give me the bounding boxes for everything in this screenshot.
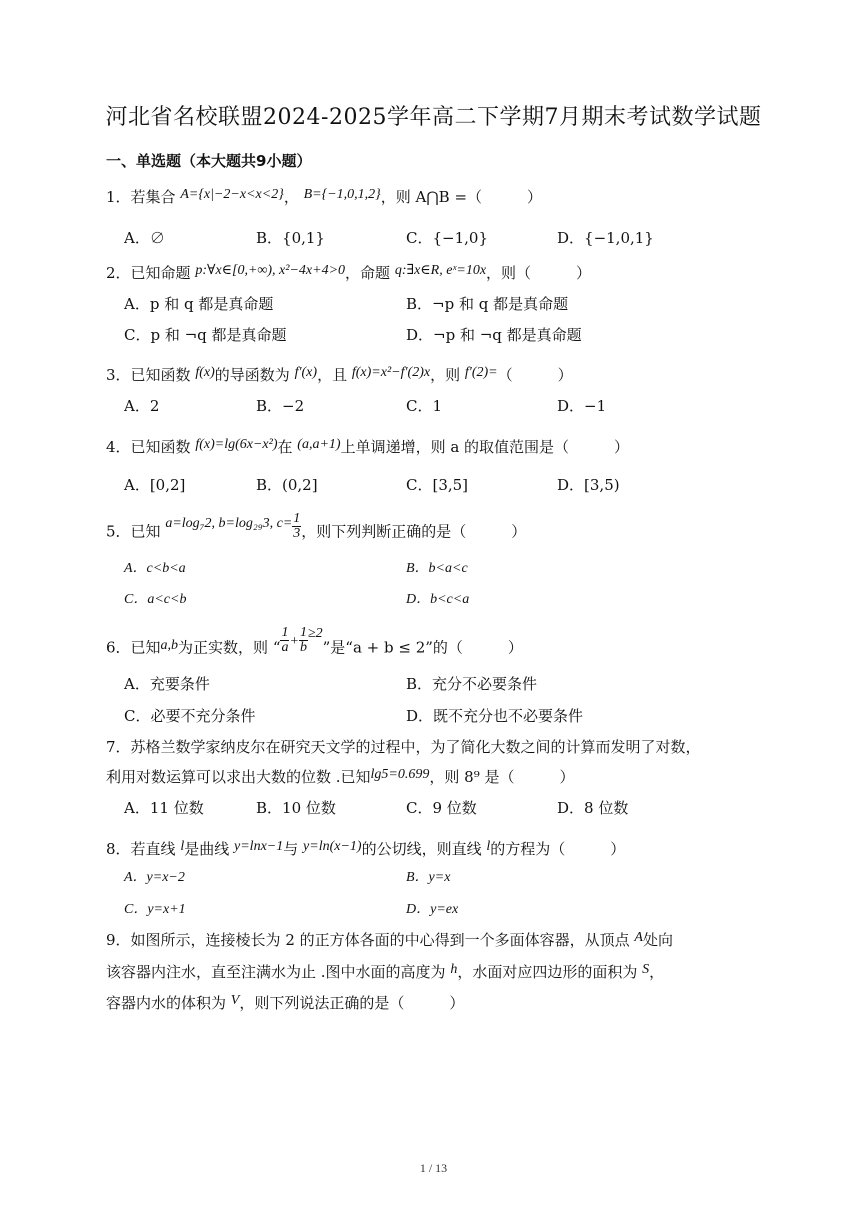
page-number: 1 / 13 <box>419 1161 448 1175</box>
question-1-stem <box>106 186 542 207</box>
q6-frac1-num: 1 <box>281 625 289 640</box>
q6-option-d: D．既不充分也不必要条件 <box>406 707 584 725</box>
q2-text: 2．已知命题 <box>106 264 191 282</box>
q6-plus: + <box>289 633 299 649</box>
q8-mid: 与 <box>283 840 299 858</box>
q9-text-2b: ，水面对应四边形的面积为 <box>457 963 638 981</box>
q7-option-d: D．8 位数 <box>557 799 629 817</box>
q3-deriv: f′(x) <box>294 365 318 380</box>
q5-option-c: C．a<c<b <box>124 592 187 607</box>
q8-curve-2: y=ln(x−1) <box>303 839 362 854</box>
q7-option-b: B．10 位数 <box>256 799 336 817</box>
q1-text: 1．若集合 <box>106 188 176 206</box>
q4-option-b: B．(0,2] <box>256 476 318 494</box>
q9-text-1: 9．如图所示，连接棱长为 2 的正方体各面的中心得到一个多面体容器，从顶点 <box>106 931 630 949</box>
q2-option-d: D．¬p 和 ¬q 都是真命题 <box>406 326 582 344</box>
q5-frac-num: 1 <box>293 511 301 526</box>
q6-frac1-den: a <box>281 640 289 655</box>
q3-func: f(x) <box>195 365 215 380</box>
q6-text: 6．已知 <box>106 638 161 657</box>
q7-text: 利用对数运算可以求出大数的位数 .已知 <box>106 768 371 786</box>
q4-option-a: A．[0,2] <box>124 476 186 494</box>
q9-height-h: h <box>450 962 458 977</box>
q9-vertex-a: A <box>634 930 643 945</box>
q3-text: 3．已知函数 <box>106 366 191 384</box>
q9-text-2: 该容器内注水，直至注满水为止 .图中水面的高度为 <box>106 963 446 981</box>
page-title: 河北省名校联盟2024-2025学年高二下学期7月期末考试数学试题 <box>105 105 762 130</box>
q4-text: 4．已知函数 <box>106 438 191 456</box>
q5-option-d: D．b<c<a <box>406 592 470 607</box>
q3-option-a: A．2 <box>124 397 160 415</box>
q1-tail: ，则 A⋂B =（ ） <box>380 188 543 206</box>
section-heading: 一、单选题（本大题共9小题） <box>106 152 312 170</box>
q2-option-c: C．p 和 ¬q 都是真命题 <box>124 326 287 344</box>
q6-frac2-num: 1 <box>299 625 307 640</box>
q5-option-b: B．b<a<c <box>406 561 468 576</box>
q6-option-c: C．必要不充分条件 <box>124 707 256 725</box>
q9-volume-v: V <box>230 993 240 1008</box>
q9-text-3: 容器内水的体积为 <box>106 994 227 1012</box>
q1-option-a: A．∅ <box>124 229 165 247</box>
q8-text: 8．若直线 <box>106 840 176 858</box>
q6-vars: a,b <box>160 637 179 653</box>
q1-sep: ， <box>283 188 299 206</box>
q5-text: 5．已知 <box>106 522 161 541</box>
q6-option-a: A．充要条件 <box>124 675 210 693</box>
q8-option-a: A．y=x−2 <box>124 870 185 885</box>
q5-fraction <box>292 512 301 541</box>
q8-curve-1: y=lnx−1 <box>234 839 284 854</box>
q5-option-a: A．c<b<a <box>124 561 186 576</box>
question-9-line-2 <box>106 961 664 982</box>
q5-frac-den: 3 <box>293 526 301 541</box>
q4-tail: 上单调递增，则 a 的取值范围是（ ） <box>340 438 630 456</box>
q5-tail: ，则下列判断正确的是（ ） <box>301 522 527 541</box>
q7-option-a: A．11 位数 <box>124 799 204 817</box>
q6-tail: ”是“a + b ≤ 2”的（ ） <box>322 638 523 657</box>
q2-prop-p: p:∀x∈[0,+∞), x²−4x+4>0 <box>195 263 346 278</box>
q4-func: f(x)=lg(6x−x²) <box>195 437 278 452</box>
q3-end: （ ） <box>497 366 573 384</box>
q7-tail: ，则 8⁹ 是（ ） <box>429 768 575 786</box>
question-5-stem <box>106 511 527 547</box>
q9-area-s: S <box>642 962 650 977</box>
q6-frac-2 <box>299 626 308 655</box>
q8-option-b: B．y=x <box>406 870 451 885</box>
q2-prop-q: q:∃x∈R, eˣ=10x <box>394 263 487 278</box>
q3-mid: ，且 <box>317 366 348 384</box>
q9-text-3b: ，则下列说法正确的是（ ） <box>239 994 465 1012</box>
q3-option-c: C．1 <box>406 397 443 415</box>
q9-text-2c: ， <box>649 963 665 981</box>
question-9-line-3 <box>106 992 464 1013</box>
q1-set-b: B={−1,0,1,2} <box>303 187 381 202</box>
q8-tail: 的公切线，则直线 <box>361 840 482 858</box>
q2-option-a: A．p 和 q 都是真命题 <box>124 295 274 313</box>
q3-option-b: B．−2 <box>256 397 305 415</box>
q3-sep: 的导函数为 <box>214 366 290 384</box>
question-8-stem <box>106 838 625 859</box>
q3-target: f′(2)= <box>464 365 498 380</box>
q8-line-l: l <box>180 839 185 854</box>
q2-option-b: B．¬p 和 q 都是真命题 <box>406 295 569 313</box>
q1-option-d: D．{−1,0,1} <box>557 229 654 247</box>
q8-option-c: C．y=x+1 <box>124 902 186 917</box>
q4-option-d: D．[3,5) <box>557 476 620 494</box>
q8-line-l2: l <box>486 839 491 854</box>
q6-frac2-den: b <box>299 640 307 655</box>
q1-option-c: C．{−1,0} <box>406 229 488 247</box>
q3-option-d: D．−1 <box>557 397 607 415</box>
question-7-line-2 <box>106 766 574 787</box>
question-3-stem <box>106 364 573 385</box>
q8-sep: 是曲线 <box>184 840 230 858</box>
q6-option-b: B．充分不必要条件 <box>406 675 538 693</box>
q7-option-c: C．9 位数 <box>406 799 477 817</box>
question-7-line-1: 7．苏格兰数学家纳皮尔在研究天文学的过程中，为了简化大数之间的计算而发明了对数， <box>106 738 701 756</box>
q8-option-d: D．y=ex <box>406 902 459 917</box>
question-2-stem <box>106 262 591 283</box>
q4-option-c: C．[3,5] <box>406 476 469 494</box>
q1-option-b: B．{0,1} <box>256 229 325 247</box>
question-9-line-1 <box>106 929 673 950</box>
q1-set-a: A={x|−2−x<x<2} <box>180 187 284 202</box>
q4-interval: (a,a+1) <box>297 437 341 452</box>
question-4-stem <box>106 436 629 457</box>
question-6-stem <box>106 625 523 663</box>
q6-sep: 为正实数，则 “ <box>178 638 281 657</box>
q2-tail: ，则（ ） <box>486 264 592 282</box>
q6-ge: ≥2 <box>307 625 323 641</box>
q5-definitions: a=log₇2, b=log₂₉3, c= <box>165 515 293 531</box>
q3-tail: ，则 <box>430 366 461 384</box>
q4-sep: 在 <box>277 438 293 456</box>
q9-text-1b: 处向 <box>642 931 673 949</box>
q3-equation: f(x)=x²−f′(2)x <box>351 365 431 380</box>
q7-given: lg5=0.699 <box>370 767 430 782</box>
q2-sep: ，命题 <box>345 264 391 282</box>
q8-end: 的方程为（ ） <box>490 840 626 858</box>
